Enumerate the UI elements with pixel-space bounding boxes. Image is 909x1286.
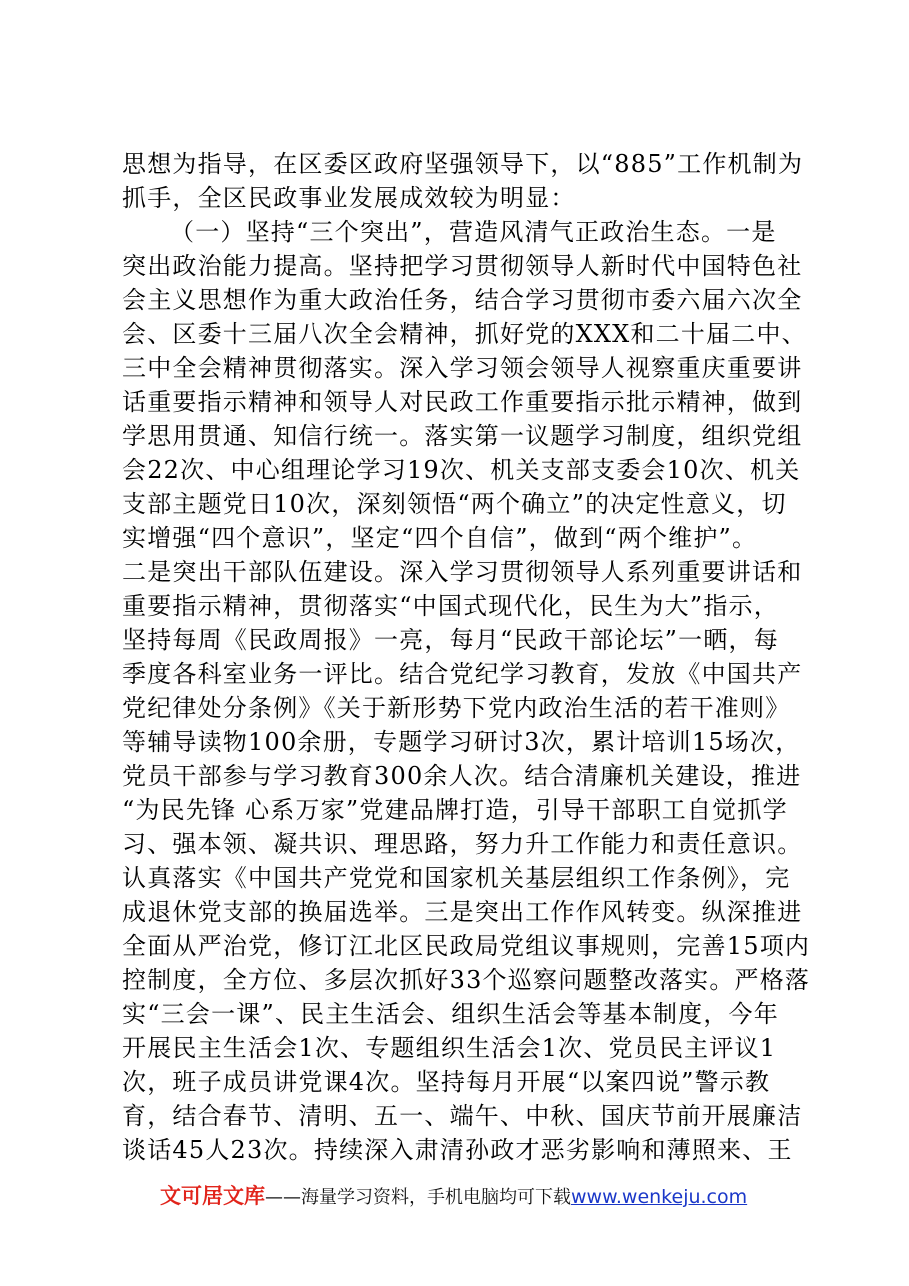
section-heading-line: （一）坚持“三个突出”，营造风清气正政治生态。一是 <box>170 218 777 246</box>
body-line: 实增强“四个意识”，坚定“四个自信”，做到“两个维护”。 <box>122 524 758 552</box>
body-line: 三中全会精神贯彻落实。深入学习领会领导人视察重庆重要讲 <box>122 354 803 382</box>
body-line: 等辅导读物100余册，专题学习研讨3次，累计培训15场次， <box>122 728 801 756</box>
body-line: 认真落实《中国共产党党和国家机关基层组织工作条例》，完 <box>122 864 791 892</box>
footer-brand: 文可居文库 <box>160 1184 265 1208</box>
body-line: 习、强本领、凝共识、理思路，努力升工作能力和责任意识。 <box>122 830 803 858</box>
body-line: 会22次、中心组理论学习19次、机关支部支委会10次、机关 <box>122 456 801 484</box>
body-line: 育，结合春节、清明、五一、端午、中秋、国庆节前开展廉洁 <box>122 1102 803 1130</box>
footer-tagline: ——海量学习资料，手机电脑均可下载 <box>265 1187 571 1208</box>
body-line: 学思用贯通、知信行统一。落实第一议题学习制度，组织党组 <box>122 422 803 450</box>
body-line: 坚持每周《民政周报》一亮，每月“民政干部论坛”一晒，每 <box>122 626 779 654</box>
body-line: 党纪律处分条例》《关于新形势下党内政治生活的若干准则》 <box>122 694 791 722</box>
body-line: 话重要指示精神和领导人对民政工作重要指示批示精神，做到 <box>122 388 803 416</box>
body-line: 抓手，全区民政事业发展成效较为明显： <box>122 184 576 212</box>
footer-banner <box>160 1180 780 1212</box>
body-text <box>122 147 812 1167</box>
body-line: 突出政治能力提高。坚持把学习贯彻领导人新时代中国特色社 <box>122 252 803 280</box>
body-line: 谈话45人23次。持续深入肃清孙政才恶劣影响和薄照来、王 <box>122 1136 793 1164</box>
body-line: 会主义思想作为重大政治任务，结合学习贯彻市委六届六次全 <box>122 286 803 314</box>
footer-website-link[interactable]: www.wenkeju.com <box>571 1186 748 1208</box>
body-line: 支部主题党日10次，深刻领悟“两个确立”的决定性意义，切 <box>122 490 787 518</box>
body-line: 控制度，全方位、多层次抓好33个巡察问题整改落实。严格落 <box>122 966 811 994</box>
body-line: 开展民主生活会1次、专题组织生活会1次、党员民主评议1 <box>122 1034 777 1062</box>
body-line: 全面从严治党，修订江北区民政局党组议事规则，完善15项内 <box>122 932 811 960</box>
body-line: “为民先锋 心系万家”党建品牌打造，引导干部职工自觉抓学 <box>122 796 788 824</box>
body-line: 党员干部参与学习教育300余人次。结合清廉机关建设，推进 <box>122 762 802 790</box>
body-line: 季度各科室业务一评比。结合党纪学习教育，发放《中国共产 <box>122 660 803 688</box>
body-line: 实“三会一课”、民主生活会、组织生活会等基本制度，今年 <box>122 1000 779 1028</box>
body-line: 次，班子成员讲党课4次。坚持每月开展“以案四说”警示教 <box>122 1068 771 1096</box>
body-line: 思想为指导，在区委区政府坚强领导下，以“885”工作机制为 <box>122 150 804 178</box>
body-line: 会、区委十三届八次全会精神，抓好党的XXX和二十届二中、 <box>122 320 807 348</box>
body-line: 重要指示精神，贯彻落实“中国式现代化，民生为大”指示， <box>122 592 779 620</box>
body-line: 成退休党支部的换届选举。三是突出工作作风转变。纵深推进 <box>122 898 803 926</box>
body-line: 二是突出干部队伍建设。深入学习贯彻领导人系列重要讲话和 <box>122 558 803 586</box>
